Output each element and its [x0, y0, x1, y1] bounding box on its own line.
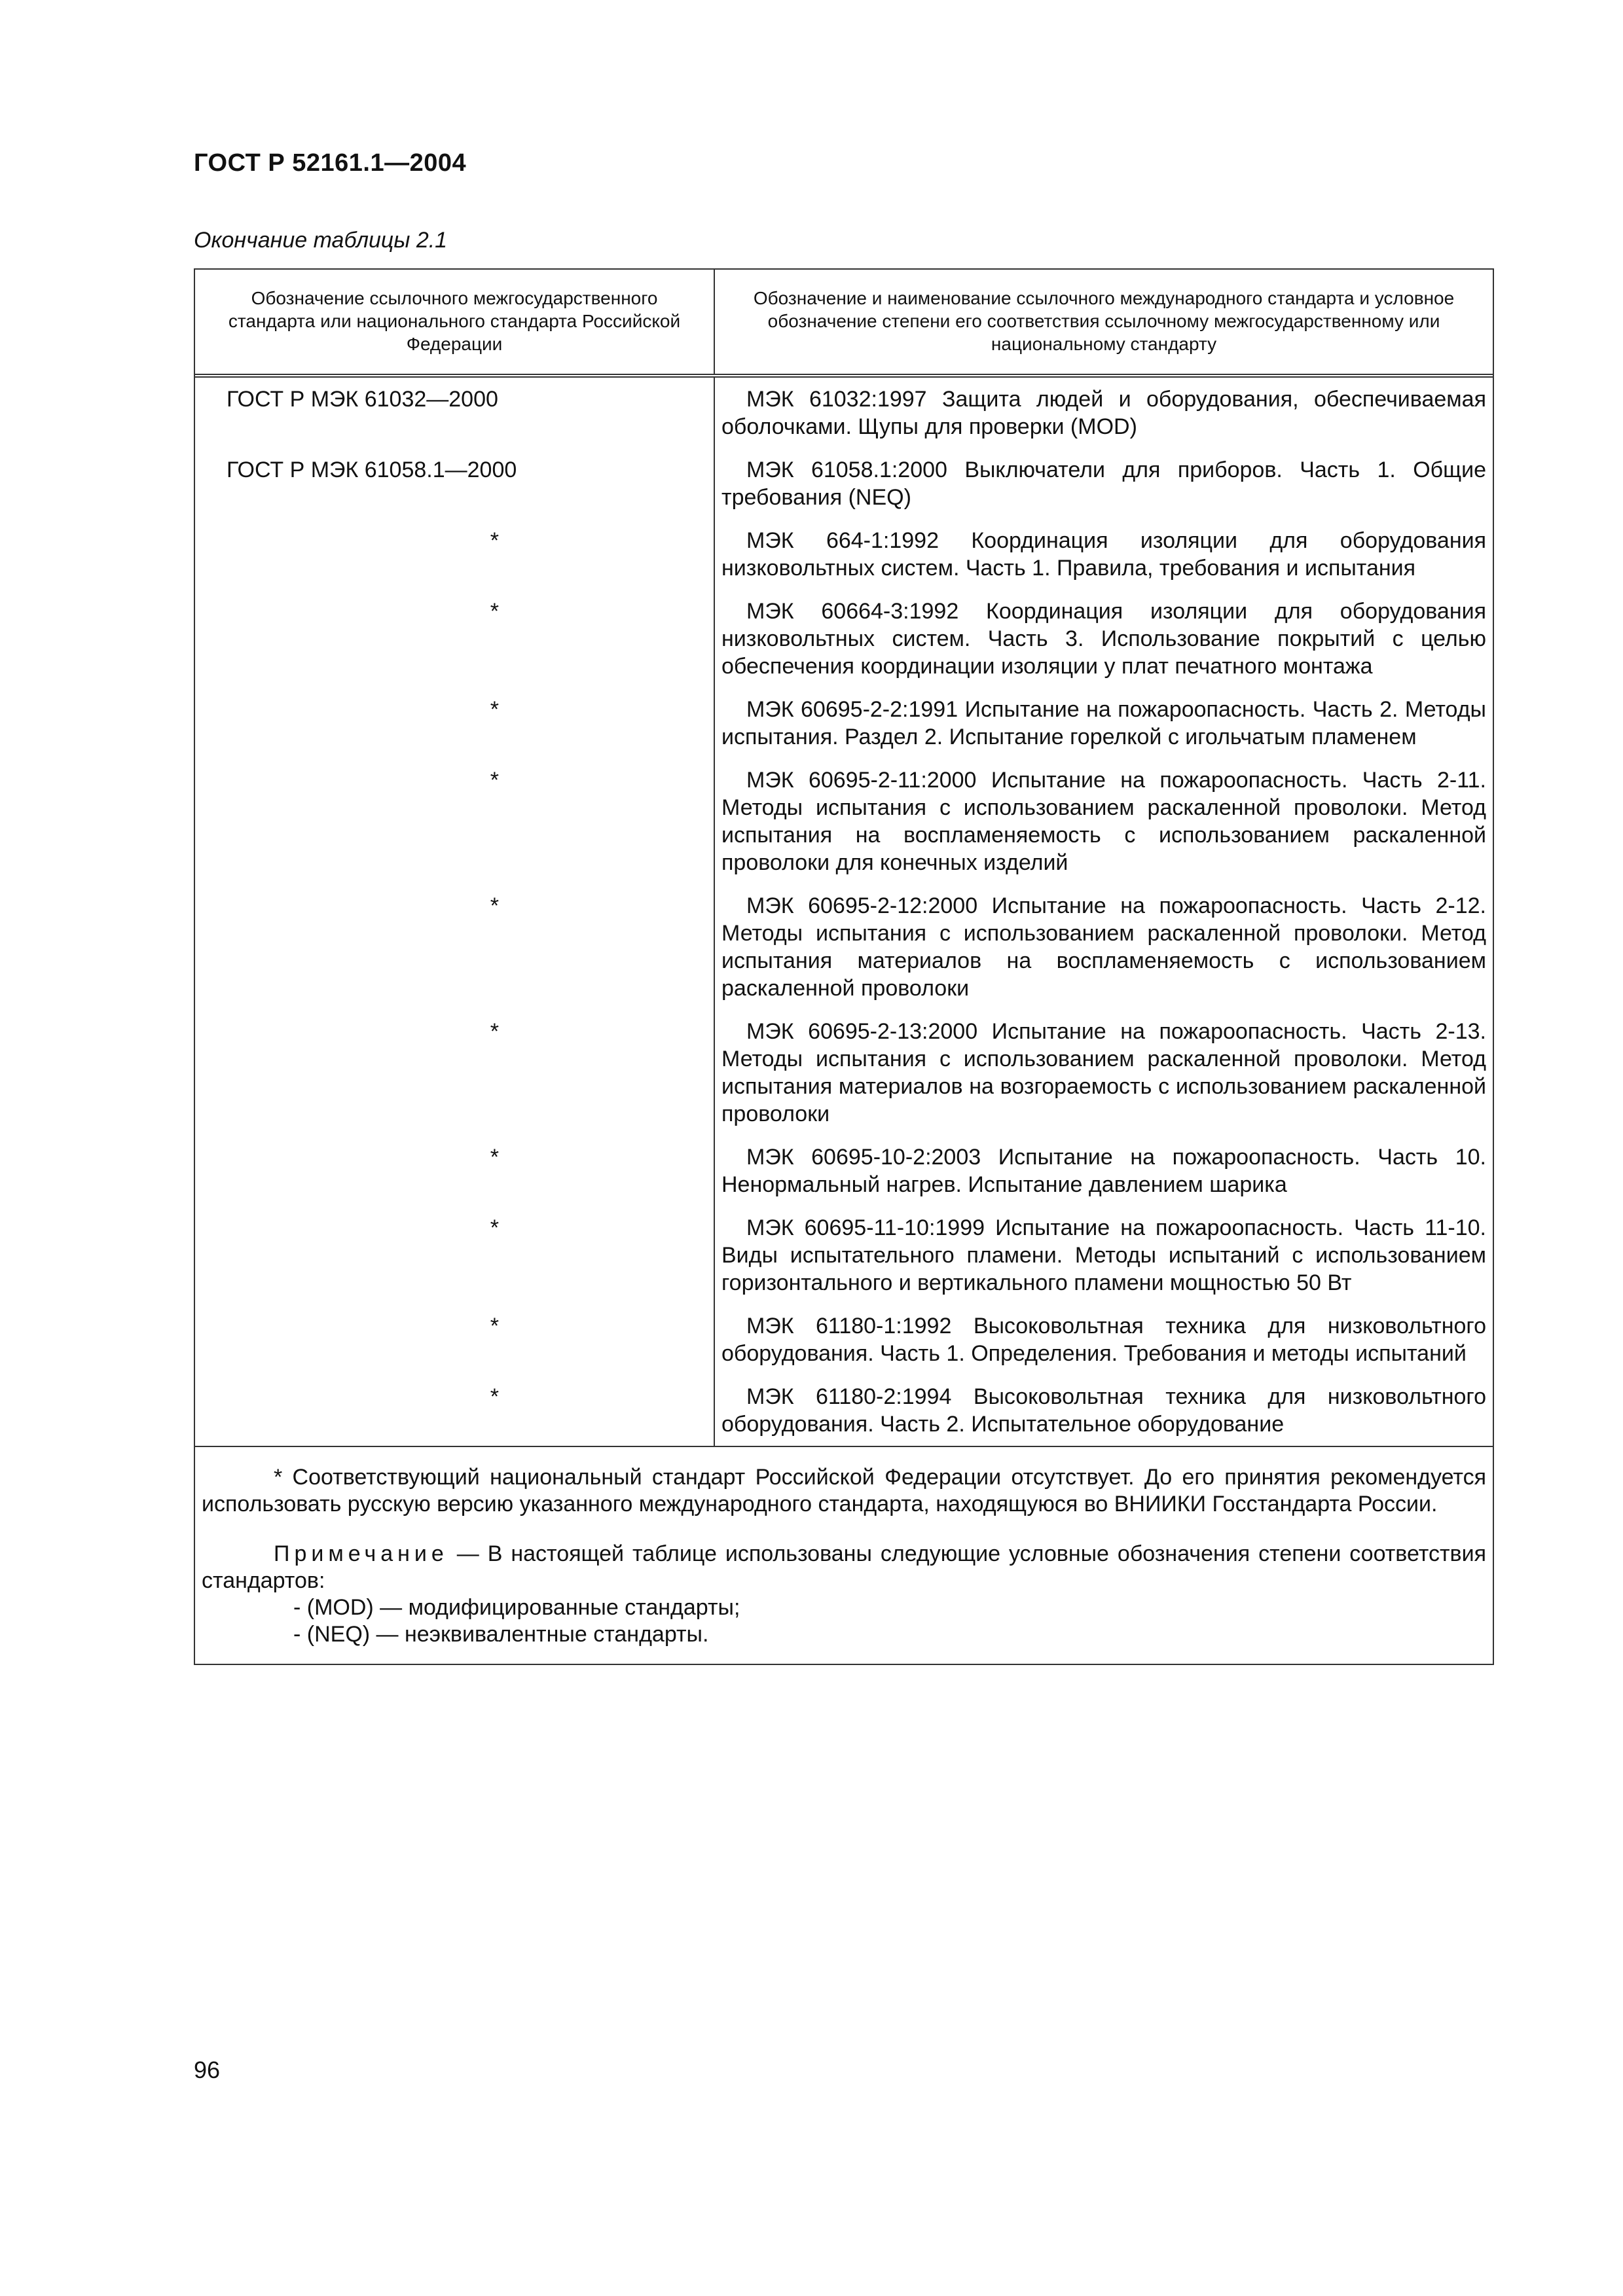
- national-standard-code: *: [195, 527, 714, 598]
- national-standard-code: *: [195, 1018, 714, 1143]
- table-row: [195, 1018, 1493, 1143]
- table-row: [195, 1312, 1493, 1383]
- national-standard-code: *: [195, 1383, 714, 1446]
- international-standard-description: МЭК 664-1:1992 Координация изоляции для оборудования низковольтных систем. Часть 1. Правила, требования и испытания: [721, 528, 1486, 581]
- national-standard-code: ГОСТ Р МЭК 61032—2000: [195, 376, 714, 456]
- international-standard-description: МЭК 60695-2-2:1991 Испытание на пожароопасность. Часть 2. Методы испытания. Раздел 2. Испытание горелкой с игольчатым пламенем: [721, 697, 1486, 749]
- international-standard-description: МЭК 61032:1997 Защита людей и оборудования, обеспечиваемая оболочками. Щупы для проверки (MOD): [721, 387, 1486, 439]
- table-caption: Окончание таблицы 2.1: [194, 228, 448, 253]
- table-notes: [195, 1446, 1493, 1664]
- footnote: * Соответствующий национальный стандарт Российской Федерации отсутствует. До его принятия рекомендуется использовать русскую версию указанного международного стандарта, находящуюся во ВНИИКИ Госстандарта России.: [202, 1465, 1486, 1516]
- international-standard-description: МЭК 60695-10-2:2003 Испытание на пожароопасность. Часть 10. Ненормальный нагрев. Испытание давлением шарика: [721, 1145, 1486, 1197]
- page-number: 96: [194, 2056, 221, 2083]
- note-list-item: - (MOD) — модифицированные стандарты;: [293, 1595, 740, 1620]
- table-row: [195, 766, 1493, 892]
- table-row: [195, 376, 1493, 456]
- international-standard-description: МЭК 60695-2-13:2000 Испытание на пожароопасность. Часть 2-13. Методы испытания с использованием раскаленной проволоки. Метод испытания материалов на возгораемость с использованием раскаленной проволоки: [721, 1019, 1486, 1126]
- national-standard-code: *: [195, 1312, 714, 1383]
- column-header-international-standard: Обозначение и наименование ссылочного международного стандарта и условное обозначение степени его соответствия ссылочному межгосударственному или национальному стандарту: [714, 270, 1493, 376]
- national-standard-code: ГОСТ Р МЭК 61058.1—2000: [195, 456, 714, 527]
- standards-table-frame: [194, 268, 1494, 1665]
- international-standard-description: МЭК 61058.1:2000 Выключатели для приборов. Часть 1. Общие требования (NEQ): [721, 457, 1486, 510]
- table-row: [195, 892, 1493, 1018]
- standards-table: [195, 270, 1493, 1446]
- table-row: [195, 456, 1493, 527]
- note-label: Примечание: [274, 1541, 448, 1566]
- table-row: [195, 598, 1493, 696]
- national-standard-code: *: [195, 1143, 714, 1214]
- national-standard-code: *: [195, 696, 714, 766]
- international-standard-description: МЭК 61180-2:1994 Высоковольтная техника для низковольтного оборудования. Часть 2. Испытательное оборудование: [721, 1384, 1486, 1437]
- document-header: ГОСТ Р 52161.1—2004: [194, 149, 467, 177]
- international-standard-description: МЭК 60695-2-12:2000 Испытание на пожароопасность. Часть 2-12. Методы испытания с использованием раскаленной проволоки. Метод испытания материалов на воспламеняемость с использованием раскаленной проволоки: [721, 893, 1486, 1001]
- national-standard-code: *: [195, 766, 714, 892]
- table-row: [195, 1143, 1493, 1214]
- national-standard-code: *: [195, 598, 714, 696]
- note-text: — В настоящей таблице использованы следующие условные обозначения степени соответствия стандартов:: [202, 1541, 1486, 1593]
- table-row: [195, 1214, 1493, 1312]
- note-list-item: - (NEQ) — неэквивалентные стандарты.: [293, 1622, 709, 1647]
- table-row: [195, 696, 1493, 766]
- note-paragraph: [202, 1541, 1486, 1594]
- national-standard-code: *: [195, 892, 714, 1018]
- international-standard-description: МЭК 61180-1:1992 Высоковольтная техника для низковольтного оборудования. Часть 1. Определения. Требования и методы испытаний: [721, 1314, 1486, 1366]
- national-standard-code: *: [195, 1214, 714, 1312]
- table-row: [195, 1383, 1493, 1446]
- international-standard-description: МЭК 60664-3:1992 Координация изоляции для оборудования низковольтных систем. Часть 3. Использование покрытий с целью обеспечения координации изоляции у плат печатного монтажа: [721, 599, 1486, 679]
- international-standard-description: МЭК 60695-11-10:1999 Испытание на пожароопасность. Часть 11-10. Виды испытательного пламени. Методы испытаний с использованием горизонтального и вертикального пламени мощностью 50 Вт: [721, 1215, 1486, 1295]
- international-standard-description: МЭК 60695-2-11:2000 Испытание на пожароопасность. Часть 2-11. Методы испытания с использованием раскаленной проволоки. Метод испытания на воспламеняемость с использованием раскаленной проволоки для конечных изделий: [721, 768, 1486, 875]
- table-row: [195, 527, 1493, 598]
- table-header-row: [195, 270, 1493, 376]
- column-header-national-standard: Обозначение ссылочного межгосударственного стандарта или национального стандарта Российской Федерации: [195, 270, 714, 376]
